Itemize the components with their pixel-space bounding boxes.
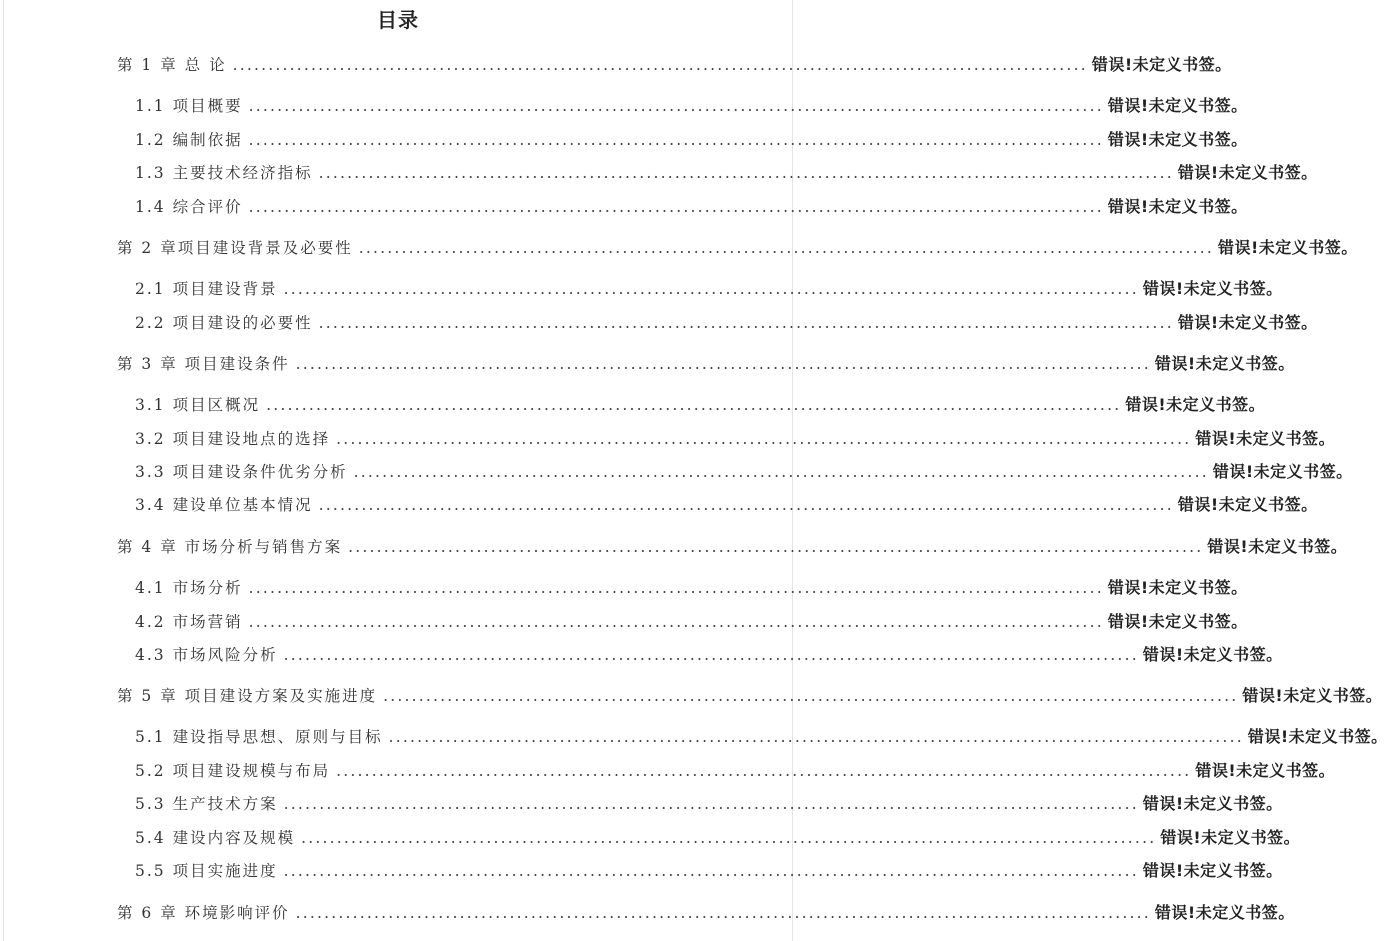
toc-section-entry[interactable] [0,493,1318,517]
toc-page-ref: 错误!未定义书签。 [1195,429,1336,448]
toc-page-ref: 错误!未定义书签。 [1107,96,1248,115]
toc-page-ref: 错误!未定义书签。 [1142,279,1283,298]
toc-page-ref: 错误!未定义书签。 [1142,861,1283,880]
toc-page-ref: 错误!未定义书签。 [1142,794,1283,813]
toc-dot-leader: ........................................................................................................................ [318,164,1174,182]
toc-entry-label: 1.3 主要技术经济指标 [135,164,313,182]
toc-entry-label: 3.3 项目建设条件优劣分析 [135,463,348,481]
toc-entry-label: 1.4 综合评价 [135,198,243,216]
toc-section-entry[interactable] [0,311,1318,335]
toc-page-ref: 错误!未定义书签。 [1177,495,1318,514]
toc-entry-label: 第 6 章 环境影响评价 [117,904,290,922]
toc-section-entry[interactable] [0,643,1283,667]
toc-dot-leader: ........................................................................................................................ [248,579,1104,597]
toc-dot-leader: ........................................................................................................................ [248,97,1104,115]
toc-section-entry[interactable] [0,94,1248,118]
toc-dot-leader: ........................................................................................................................ [336,430,1192,448]
toc-page-ref: 错误!未定义书签。 [1154,354,1295,373]
toc-page-ref: 错误!未定义书签。 [1142,645,1283,664]
toc-entry-label: 4.2 市场营销 [135,613,243,631]
toc-entry-label: 2.2 项目建设的必要性 [135,314,313,332]
toc-page-ref: 错误!未定义书签。 [1107,197,1248,216]
toc-page-ref: 错误!未定义书签。 [1242,686,1383,705]
toc-section-entry[interactable] [0,393,1266,417]
toc-page-ref: 错误!未定义书签。 [1177,313,1318,332]
toc-dot-leader: ........................................................................................................................ [336,762,1192,780]
toc-dot-leader: ........................................................................................................................ [283,862,1139,880]
toc-chapter-entry[interactable] [0,684,1383,708]
toc-dot-leader: ........................................................................................................................ [248,131,1104,149]
toc-dot-leader: ........................................................................................................................ [232,56,1088,74]
toc-entry-label: 第 4 章 市场分析与销售方案 [117,538,343,556]
toc-entry-label: 第 3 章 项目建设条件 [117,355,290,373]
toc-section-entry[interactable] [0,427,1336,451]
toc-entry-label: 5.5 项目实施进度 [135,862,278,880]
toc-dot-leader: ........................................................................................................................ [295,904,1151,922]
toc-chapter-entry[interactable] [0,901,1295,925]
toc-chapter-entry[interactable] [0,352,1295,376]
toc-dot-leader: ........................................................................................................................ [318,314,1174,332]
toc-entry-label: 3.2 项目建设地点的选择 [135,430,331,448]
toc-page-ref: 错误!未定义书签。 [1195,761,1336,780]
toc-page-ref: 错误!未定义书签。 [1212,462,1353,481]
toc-dot-leader: ........................................................................................................................ [388,728,1244,746]
toc-dot-leader: ........................................................................................................................ [383,687,1239,705]
toc-dot-leader: ........................................................................................................................ [283,280,1139,298]
toc-chapter-entry[interactable] [0,236,1358,260]
toc-dot-leader: ........................................................................................................................ [248,613,1104,631]
toc-entry-label: 4.1 市场分析 [135,579,243,597]
toc-section-entry[interactable] [0,859,1283,883]
toc-section-entry[interactable] [0,161,1318,185]
toc-entry-label: 5.4 建设内容及规模 [135,829,296,847]
toc-page-ref: 错误!未定义书签。 [1091,55,1232,74]
toc-entry-label: 3.1 项目区概况 [135,396,261,414]
toc-page-ref: 错误!未定义书签。 [1154,903,1295,922]
toc-entry-label: 5.3 生产技术方案 [135,795,278,813]
toc-section-entry[interactable] [0,792,1283,816]
toc-page-ref: 错误!未定义书签。 [1107,612,1248,631]
toc-entry-label: 5.1 建设指导思想、原则与目标 [135,728,383,746]
toc-dot-leader: ........................................................................................................................ [295,355,1151,373]
toc-entry-label: 3.4 建设单位基本情况 [135,496,313,514]
toc-dot-leader: ........................................................................................................................ [348,538,1204,556]
toc-dot-leader: ........................................................................................................................ [353,463,1209,481]
toc-section-entry[interactable] [0,826,1301,850]
toc-section-entry[interactable] [0,725,1388,749]
toc-page-ref: 错误!未定义书签。 [1247,727,1388,746]
toc-dot-leader: ........................................................................................................................ [283,795,1139,813]
toc-section-entry[interactable] [0,576,1248,600]
toc-dot-leader: ........................................................................................................................ [248,198,1104,216]
toc-title: 目录 [377,8,419,32]
toc-section-entry[interactable] [0,277,1283,301]
toc-dot-leader: ........................................................................................................................ [283,646,1139,664]
toc-page-ref: 错误!未定义书签。 [1160,828,1301,847]
toc-dot-leader: ........................................................................................................................ [358,239,1214,257]
toc-entry-label: 1.1 项目概要 [135,97,243,115]
toc-entry-label: 1.2 编制依据 [135,131,243,149]
toc-page-ref: 错误!未定义书签。 [1217,238,1358,257]
toc-chapter-entry[interactable] [0,535,1348,559]
toc-page-ref: 错误!未定义书签。 [1207,537,1348,556]
toc-entry-label: 第 2 章项目建设背景及必要性 [117,239,353,257]
toc-section-entry[interactable] [0,610,1248,634]
toc-page-ref: 错误!未定义书签。 [1107,130,1248,149]
toc-chapter-entry[interactable] [0,53,1232,77]
toc-section-entry[interactable] [0,128,1248,152]
toc-entry-label: 第 5 章 项目建设方案及实施进度 [117,687,378,705]
toc-entry-label: 5.2 项目建设规模与布局 [135,762,331,780]
toc-entry-label: 2.1 项目建设背景 [135,280,278,298]
toc-page-ref: 错误!未定义书签。 [1125,395,1266,414]
toc-section-entry[interactable] [0,195,1248,219]
toc-section-entry[interactable] [0,460,1353,484]
toc-entry-label: 4.3 市场风险分析 [135,646,278,664]
toc-dot-leader: ........................................................................................................................ [266,396,1122,414]
toc-dot-leader: ........................................................................................................................ [318,496,1174,514]
toc-page-ref: 错误!未定义书签。 [1177,163,1318,182]
toc-page-ref: 错误!未定义书签。 [1107,578,1248,597]
toc-entry-label: 第 1 章 总 论 [117,56,227,74]
toc-section-entry[interactable] [0,759,1336,783]
toc-dot-leader: ........................................................................................................................ [301,829,1157,847]
